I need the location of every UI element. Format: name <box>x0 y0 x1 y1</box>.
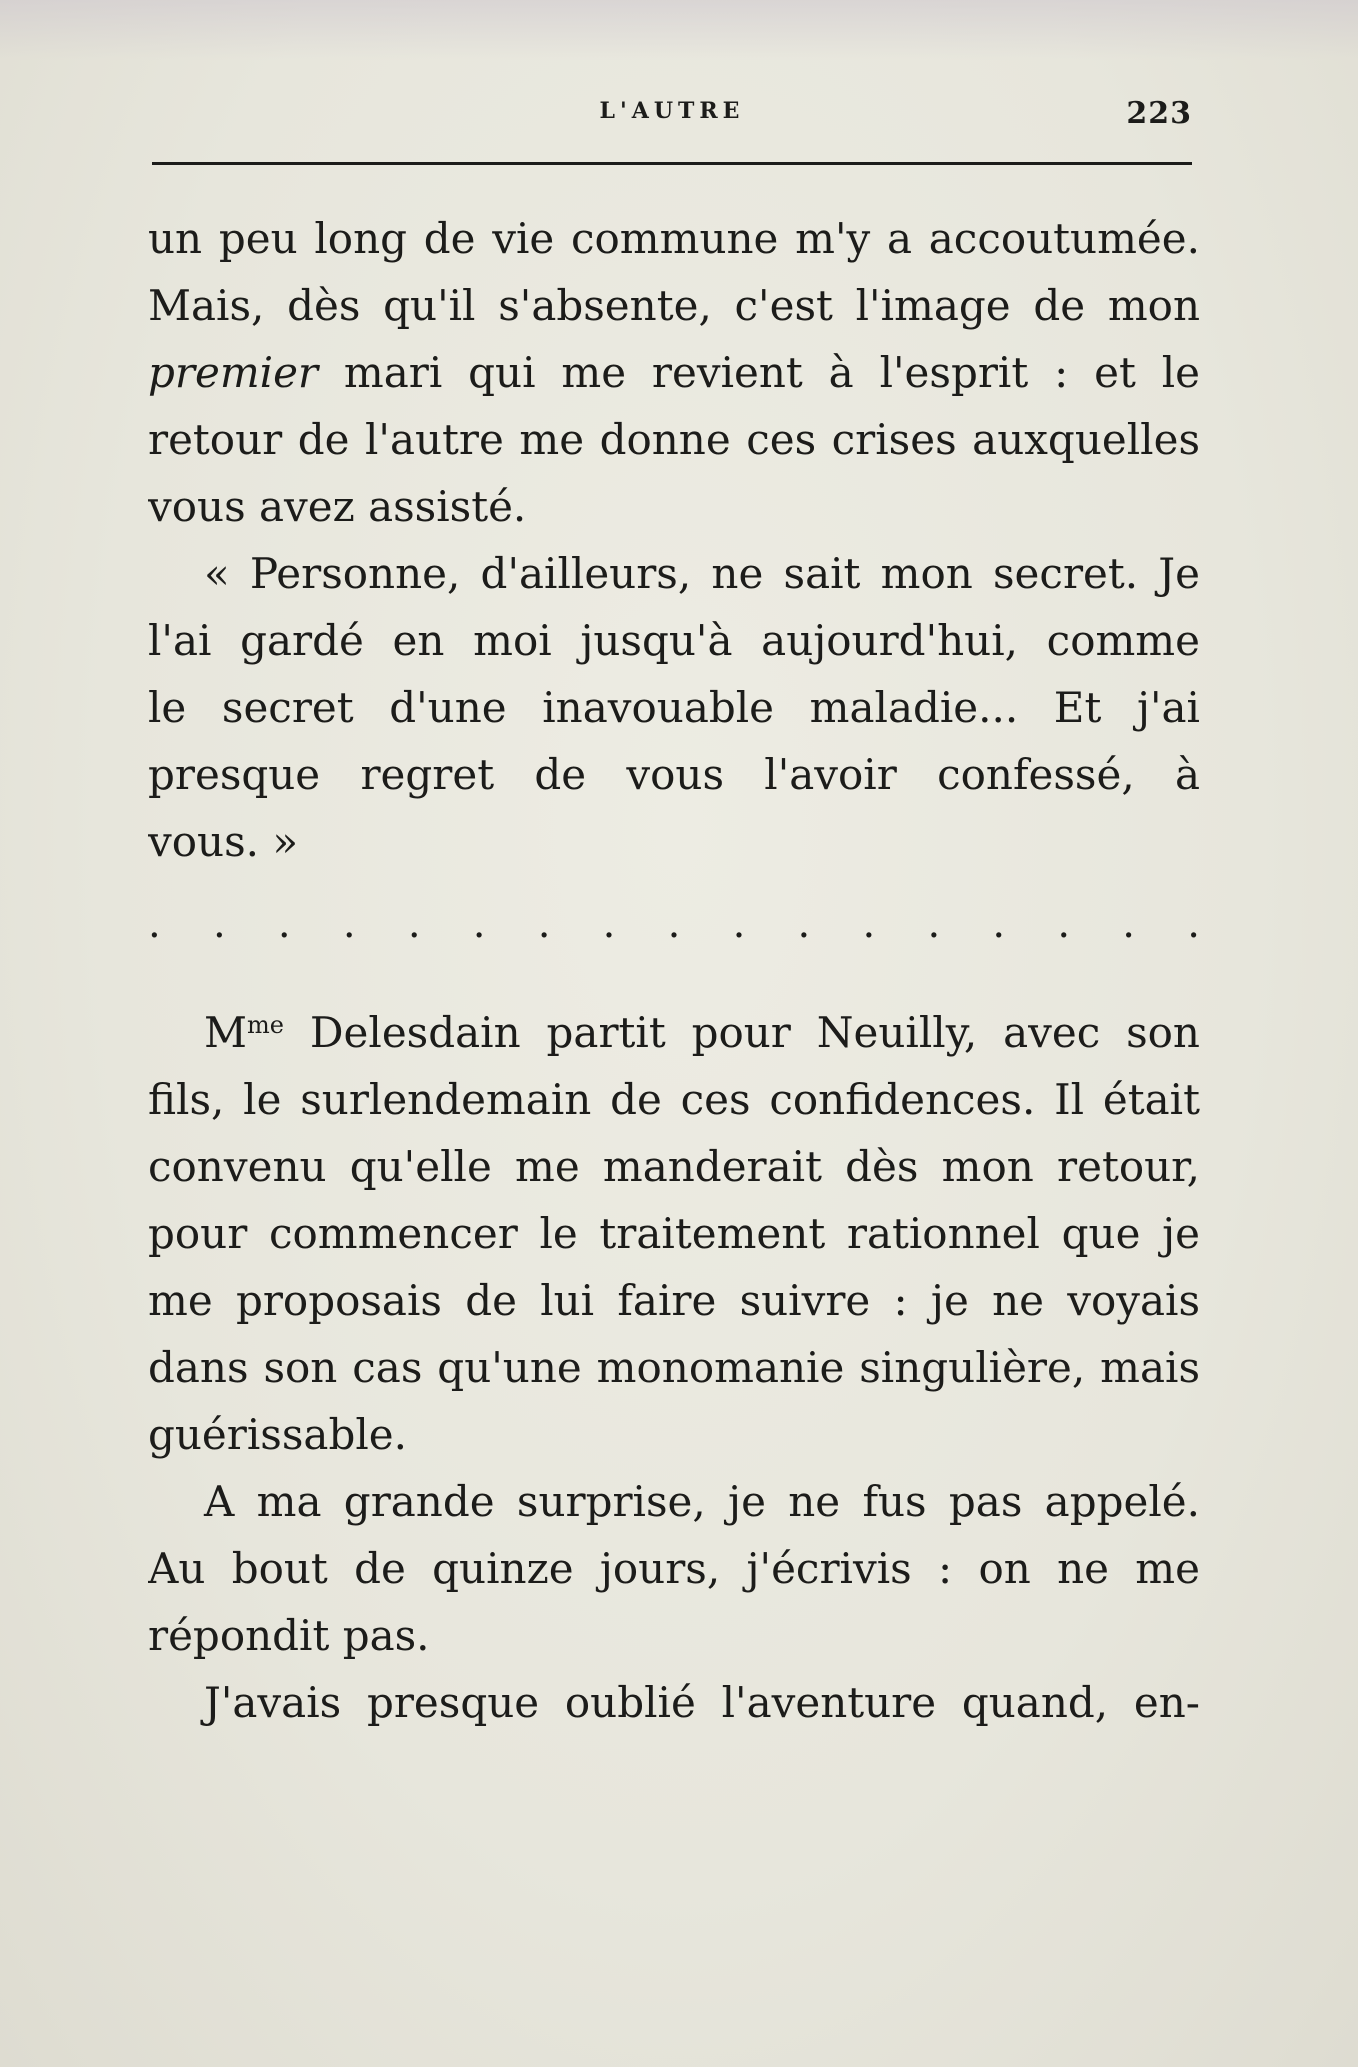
text-fragment: M <box>204 1008 248 1057</box>
text-fragment: Delesdain partit pour Neuilly, avec son <box>283 1008 1200 1057</box>
text-line: me proposais de lui faire suivre : je ne voyais <box>148 1276 1200 1325</box>
text-line: retour de l'autre me donne ces crises auxquelles <box>148 415 1200 464</box>
text-line: guérissable. <box>148 1410 407 1459</box>
separator-dot: . <box>342 901 356 947</box>
body-text <box>148 205 1200 1736</box>
text-line: convenu qu'elle me manderait dès mon retour, <box>148 1142 1200 1191</box>
text-line: « Personne, d'ailleurs, ne sait mon secret. Je <box>204 549 1200 598</box>
paragraph <box>148 1468 1200 1669</box>
section-separator <box>148 875 1200 959</box>
separator-dot: . <box>1057 901 1071 947</box>
text-line: l'ai gardé en moi jusqu'à aujourd'hui, comme <box>148 616 1200 665</box>
page-header <box>152 92 1192 132</box>
paper-stain <box>0 0 1358 60</box>
header-rule <box>152 162 1192 165</box>
running-title: L'AUTRE <box>599 98 745 124</box>
paragraph <box>148 205 1200 540</box>
separator-dot: . <box>732 901 746 947</box>
separator-dot: . <box>797 901 811 947</box>
text-line: Mais, dès qu'il s'absente, c'est l'image de mon <box>148 281 1200 330</box>
separator-dot: . <box>537 901 551 947</box>
separator-dot: . <box>472 901 486 947</box>
separator-dot: . <box>992 901 1006 947</box>
page-number: 223 <box>1126 96 1192 131</box>
paragraph <box>148 999 1200 1468</box>
text-fragment: mari qui me revient à l'esprit : et le <box>343 348 1200 397</box>
text-line: dans son cas qu'une monomanie singulière, mais <box>148 1343 1200 1392</box>
text-line: vous. » <box>148 817 299 866</box>
separator-dot: . <box>407 901 421 947</box>
text-line: fils, le surlendemain de ces confidences. Il était <box>148 1075 1200 1124</box>
text-line: presque regret de vous l'avoir confessé, à <box>148 750 1200 799</box>
paragraph <box>148 540 1200 875</box>
text-line: vous avez assisté. <box>148 482 527 531</box>
separator-dot: . <box>277 901 291 947</box>
text-line: A ma grande surprise, je ne fus pas appelé. <box>204 1477 1200 1526</box>
text-line: le secret d'une inavouable maladie... Et j'ai <box>148 683 1200 732</box>
italic-word: premier <box>148 348 319 397</box>
text-line: Au bout de quinze jours, j'écrivis : on ne me <box>148 1544 1200 1593</box>
superscript: me <box>247 1011 284 1039</box>
separator-dot: . <box>927 901 941 947</box>
separator-dot: . <box>667 901 681 947</box>
separator-dot: . <box>212 901 226 947</box>
separator-dot: . <box>1122 901 1136 947</box>
separator-dot: . <box>862 901 876 947</box>
paragraph <box>148 1669 1200 1736</box>
text-line: répondit pas. <box>148 1611 430 1660</box>
text-line: un peu long de vie commune m'y a accoutumée. <box>148 214 1200 263</box>
separator-dot: . <box>1187 901 1200 947</box>
text-line: J'avais presque oublié l'aventure quand, en- <box>204 1678 1200 1727</box>
separator-dot: . <box>148 901 161 947</box>
text-line <box>148 339 1200 406</box>
text-line: pour commencer le traitement rationnel que je <box>148 1209 1200 1258</box>
separator-dot: . <box>602 901 616 947</box>
section-gap <box>148 959 1200 999</box>
text-line <box>148 999 1200 1066</box>
